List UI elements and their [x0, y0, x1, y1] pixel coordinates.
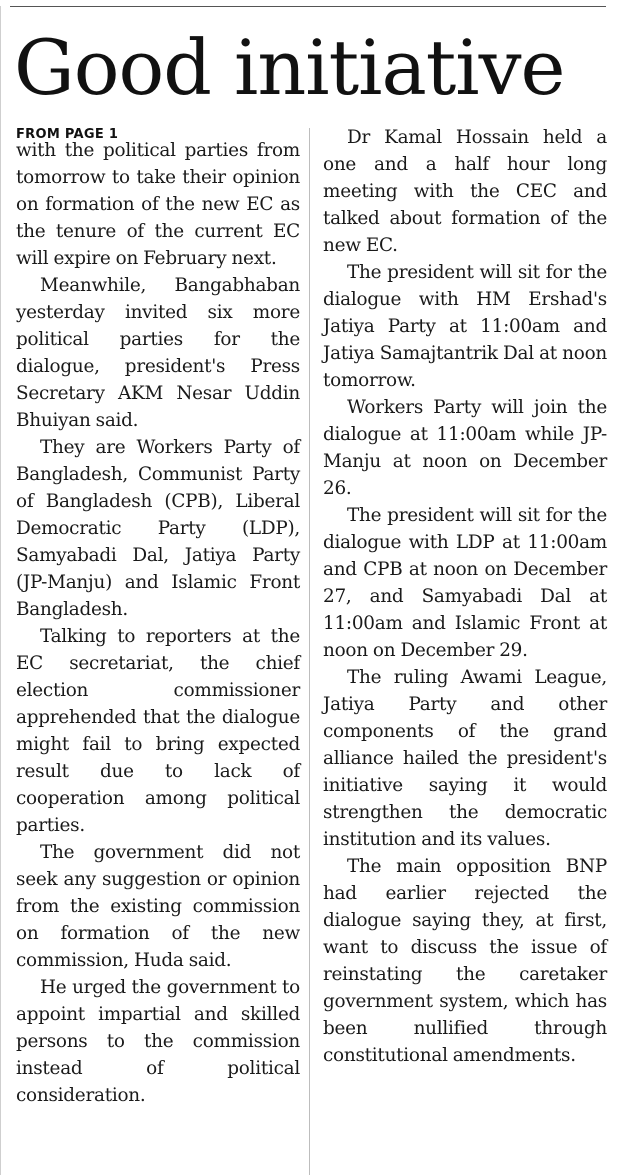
paragraph: Talking to reporters at the EC secretariat, the chief election commissioner apprehended that the dialogue might fail to bring expected result due to lack of cooperation among political parties.: [16, 626, 300, 836]
left-column: [16, 127, 300, 1109]
paragraph: Meanwhile, Bangabhaban yesterday invited six more political parties for the dialogue, president's Press Secretary AKM Nesar Uddin Bhuiyan said.: [16, 275, 300, 431]
right-column: [323, 127, 607, 1069]
paragraph: He urged the government to appoint impartial and skilled persons to the commission instead of political consideration.: [16, 977, 300, 1106]
column-divider: [309, 128, 310, 1175]
page-left-rule: [0, 6, 1, 1175]
paragraph: The government did not seek any suggestion or opinion from the existing commission on formation of the new commission, Huda said.: [16, 842, 300, 971]
paragraph: Dr Kamal Hossain held a one and a half hour long meeting with the CEC and talked about formation of the new EC.: [323, 127, 607, 256]
paragraph: The president will sit for the dialogue with HM Ershad's Jatiya Party at 11:00am and Jatiya Samajtantrik Dal at noon tomorrow.: [323, 262, 607, 391]
paragraph: with the political parties from tomorrow to take their opinion on formation of the new EC as the tenure of the current EC will expire on February next.: [16, 140, 300, 269]
paragraph: They are Workers Party of Bangladesh, Communist Party of Bangladesh (CPB), Liberal Democratic Party (LDP), Samyabadi Dal, Jatiya Party (JP-Manju) and Islamic Front Bangladesh.: [16, 437, 300, 620]
top-rule: [10, 6, 606, 7]
continued-from-label: FROM PAGE 1: [16, 127, 119, 142]
paragraph: The ruling Awami League, Jatiya Party and other components of the grand alliance hailed the president's initiative saying it would strengthen the democratic institution and its values.: [323, 667, 607, 850]
paragraph: The main opposition BNP had earlier rejected the dialogue saying they, at first, want to discuss the issue of reinstating the caretaker government system, which has been nullified through constitutional amendments.: [323, 856, 607, 1066]
paragraph: The president will sit for the dialogue with LDP at 11:00am and CPB at noon on December 27, and Samyabadi Dal at 11:00am and Islamic Front at noon on December 29.: [323, 505, 607, 661]
paragraph: Workers Party will join the dialogue at 11:00am while JP-Manju at noon on December 26.: [323, 397, 607, 499]
headline: Good initiative: [14, 23, 565, 112]
